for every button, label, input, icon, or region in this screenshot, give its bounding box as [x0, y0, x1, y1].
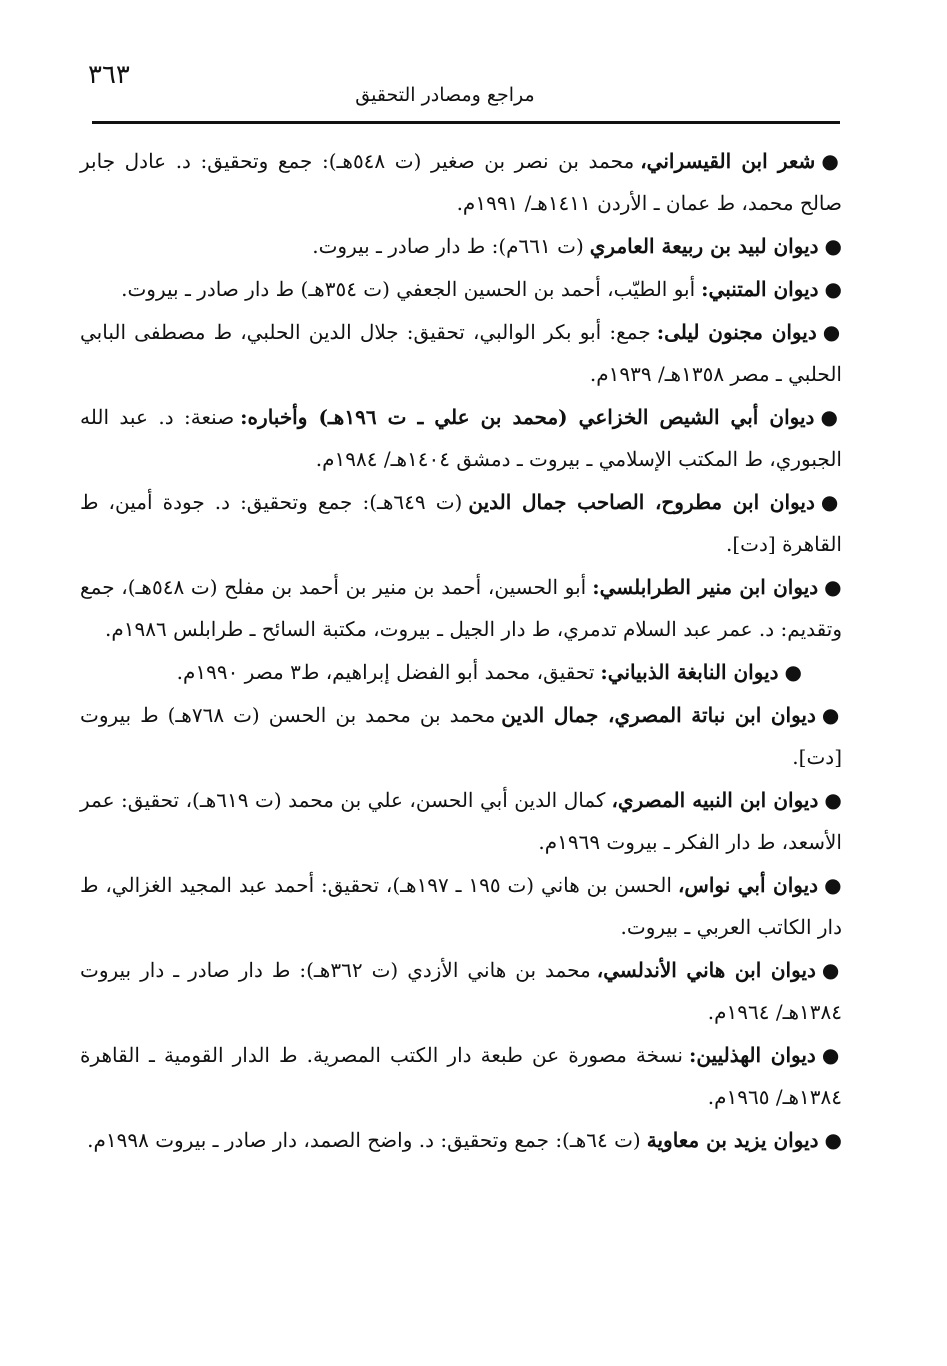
entry-text: محمد بن محمد بن الحسن (ت ٧٦٨هـ) ط بيروت [دت]. [80, 703, 842, 769]
bibliography-entry [80, 949, 842, 1033]
entry-text: محمد بن هاني الأزدي (ت ٣٦٢هـ): ط دار صادر ـ دار بيروت ١٣٨٤هـ/ ١٩٦٤م. [80, 958, 842, 1024]
bullet-icon: ● [824, 277, 842, 301]
bibliography-entry [80, 864, 842, 948]
bullet-icon: ● [821, 958, 843, 982]
bibliography-entry [80, 481, 842, 565]
bibliography-list [80, 140, 842, 1162]
entry-title: ديوان أبي نواس، [677, 873, 819, 897]
entry-title: ديوان ابن هاني الأندلسي، [596, 958, 816, 982]
entry-title: شعر ابن القيسراني، [640, 149, 816, 173]
entry-text: (ت ٦٤هـ): جمع وتحقيق: د. واضح الصمد، دار صادر ـ بيروت ١٩٩٨م. [87, 1128, 641, 1152]
bibliography-entry [80, 1034, 842, 1118]
entry-text: الحسن بن هاني (ت ١٩٥ ـ ١٩٧هـ)، تحقيق: أحمد عبد المجيد الغزالي، ط دار الكاتب العربي ـ بيروت. [80, 873, 842, 939]
bullet-icon: ● [824, 788, 842, 812]
entry-text: تحقيق، محمد أبو الفضل إبراهيم، ط٣ مصر ١٩٩٠م. [176, 660, 595, 684]
entry-title: ديوان ابن مطروح، الصاحب جمال الدين [468, 490, 815, 514]
entry-title: ديوان المتنبي: [701, 277, 819, 301]
bullet-icon: ● [821, 703, 843, 727]
entry-title: ديوان مجنون ليلى: [656, 320, 817, 344]
entry-title: ديوان يزيد بن معاوية [646, 1128, 819, 1152]
bullet-icon: ● [824, 1128, 842, 1152]
entry-text: أبو الحسين، أحمد بن منير بن أحمد بن مفلح (ت ٥٤٨هـ)، جمع وتقديم: د. عمر عبد السلام تدمري، ط دار الجيل ـ بيروت، مكتبة السائح ـ طرابلس ١٩٨٦م. [80, 575, 842, 641]
bibliography-entry [80, 651, 842, 693]
entry-title: ديوان ابن نباتة المصري، جمال الدين [501, 703, 816, 727]
entry-text: (ت ٦٤٩هـ): جمع وتحقيق: د. جودة أمين، ط القاهرة [دت]. [80, 490, 842, 556]
entry-title: ديوان أبي الشيص الخزاعي (محمد بن علي ـ ت ١٩٦هـ) وأخباره: [240, 405, 815, 429]
bibliography-entry [80, 225, 842, 267]
bullet-icon: ● [820, 490, 842, 514]
entry-text: أبو الطيّب، أحمد بن الحسين الجعفي (ت ٣٥٤هـ) ط دار صادر ـ بيروت. [121, 277, 696, 301]
bullet-icon: ● [822, 320, 842, 344]
entry-title: ديوان النابغة الذبياني: [600, 660, 779, 684]
entry-text: محمد بن نصر بن صغير (ت ٥٤٨هـ): جمع وتحقيق: د. عادل جابر صالح محمد، ط عمان ـ الأردن ١٤١١هـ/ ١٩٩١م. [80, 149, 842, 215]
bullet-icon: ● [820, 405, 842, 429]
bibliography-entry [80, 694, 842, 778]
entry-title: ديوان ابن منير الطرابلسي: [592, 575, 819, 599]
bullet-icon: ● [821, 1043, 843, 1067]
entry-text: جمع: أبو بكر الوالبي، تحقيق: جلال الدين الحلبي، ط مصطفى البابي الحلبي ـ مصر ١٣٥٨هـ/ ١٩٣٩م. [80, 320, 842, 386]
entry-title: ديوان ابن النبيه المصري، [611, 788, 819, 812]
bullet-icon: ● [784, 660, 802, 684]
bullet-icon: ● [824, 873, 843, 897]
bibliography-entry [80, 311, 842, 395]
entry-text: كمال الدين أبي الحسن، علي بن محمد (ت ٦١٩هـ)، تحقيق: عمر الأسعد، ط دار الفكر ـ بيروت ١٩٦٩م. [80, 788, 842, 854]
entry-text: صنعة: د. عبد الله الجبوري، ط المكتب الإسلامي ـ بيروت ـ دمشق ١٤٠٤هـ/ ١٩٨٤م. [80, 405, 842, 471]
header-rule [92, 121, 840, 124]
bibliography-entry [80, 1119, 842, 1161]
bibliography-entry [80, 396, 842, 480]
bibliography-entry [80, 566, 842, 650]
bibliography-entry [80, 140, 842, 224]
bibliography-entry [80, 779, 842, 863]
entry-title: ديوان لبيد بن ربيعة العامري [589, 234, 819, 258]
bibliography-entry [80, 268, 842, 310]
bullet-icon: ● [824, 575, 842, 599]
page-number: ٣٦٣ [88, 60, 130, 90]
entry-title: ديوان الهذليين: [688, 1043, 816, 1067]
entry-text: (ت ٦٦١م): ط دار صادر ـ بيروت. [312, 234, 584, 258]
bullet-icon: ● [821, 149, 843, 173]
running-title: مراجع ومصادر التحقيق [355, 84, 535, 106]
bullet-icon: ● [824, 234, 842, 258]
entry-text: نسخة مصورة عن طبعة دار الكتب المصرية. ط الدار القومية ـ القاهرة ١٣٨٤هـ/ ١٩٦٥م. [80, 1043, 842, 1109]
